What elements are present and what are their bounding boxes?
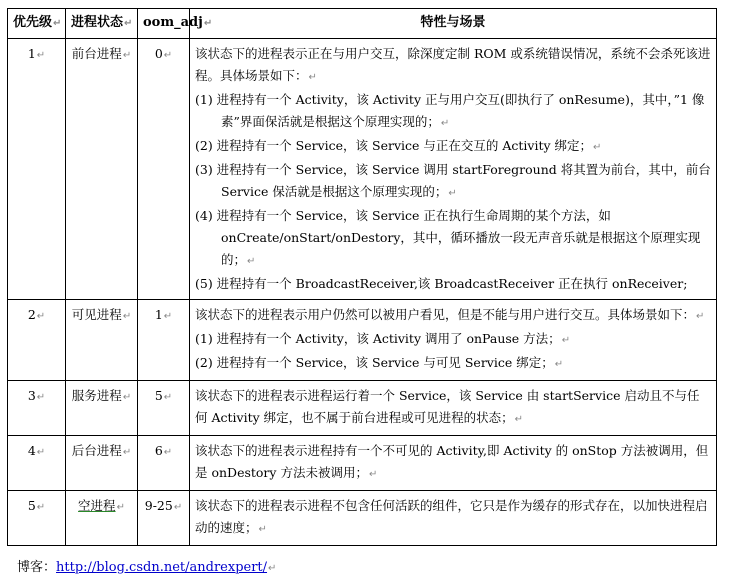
cell-description [190, 39, 717, 300]
header-state: 进程状态↵ [66, 9, 138, 39]
scenario-item: (1) 进程持有一个 Activity，该 Activity 正与用户交互(即执行了 onResume)，其中，”1 像素”界面保活就是根据这个原理实现的；↵ [195, 92, 705, 129]
header-priority: 优先级↵ [8, 9, 66, 39]
cell-state: 前台进程↵ [66, 39, 138, 300]
cell-state: 服务进程↵ [66, 381, 138, 436]
cell-oom-adj: 5↵ [138, 381, 190, 436]
cell-oom-adj: 9-25↵ [138, 491, 190, 546]
cell-priority: 3↵ [8, 381, 66, 436]
table-row [8, 39, 717, 300]
table-row [8, 436, 717, 491]
process-priority-table-wrapper [7, 8, 717, 546]
cell-oom-adj: 1↵ [138, 300, 190, 381]
footer-label: 博客： [17, 560, 57, 575]
table-row [8, 381, 717, 436]
scenario-item: (4) 进程持有一个 Service，该 Service 正在执行生命周期的某个方法，如 onCreate/onStart/onDestory，其中，循环播放一段无声音乐就是根据这个原理实现的；↵ [195, 208, 701, 267]
cell-state: 后台进程↵ [66, 436, 138, 491]
blog-link[interactable]: http://blog.csdn.net/andrexpert/ [56, 560, 268, 575]
cell-priority: 1↵ [8, 39, 66, 300]
description-intro: 该状态下的进程表示正在与用户交互，除深度定制 ROM 或系统错误情况，系统不会杀死该进程。具体场景如下：↵ [195, 46, 711, 83]
cell-description [190, 491, 717, 546]
scenario-item: (5) 进程持有一个 BroadcastReceiver,该 BroadcastReceiver 正在执行 onReceiver; [195, 276, 688, 291]
cell-oom-adj: 6↵ [138, 436, 190, 491]
process-priority-table [7, 8, 717, 546]
header-oom-adj: oom_adj↵ [138, 9, 190, 39]
blog-footer: 博客：http://blog.csdn.net/andrexpert/↵ [17, 560, 277, 575]
scenario-item: (1) 进程持有一个 Activity，该 Activity 调用了 onPause 方法；↵ [195, 331, 571, 346]
description-intro: 该状态下的进程表示用户仍然可以被用户看见，但是不能与用户进行交互。具体场景如下：↵ [195, 307, 705, 322]
table-header-row [8, 9, 717, 39]
cell-priority: 5↵ [8, 491, 66, 546]
table-row [8, 300, 717, 381]
header-description: 特性与场景 [190, 9, 717, 39]
scenario-item: (3) 进程持有一个 Service，该 Service 调用 startForeground 将其置为前台，其中，前台 Service 保活就是根据这个原理实现的；↵ [195, 162, 711, 199]
cell-state: 空进程↵ [66, 491, 138, 546]
cell-oom-adj: 0↵ [138, 39, 190, 300]
scenario-item: (2) 进程持有一个 Service，该 Service 与可见 Service 绑定；↵ [195, 355, 564, 370]
description-intro: 该状态下的进程表示进程持有一个不可见的 Activity,即 Activity 的 onStop 方法被调用，但是 onDestory 方法未被调用；↵ [195, 443, 709, 480]
description-intro: 该状态下的进程表示进程不包含任何活跃的组件，它只是作为缓存的形式存在，以加快进程启动的速度；↵ [195, 498, 708, 535]
cell-description [190, 436, 717, 491]
cell-description [190, 381, 717, 436]
cell-description [190, 300, 717, 381]
cell-priority: 2↵ [8, 300, 66, 381]
table-row [8, 491, 717, 546]
description-intro: 该状态下的进程表示进程运行着一个 Service，该 Service 由 startService 启动且不与任何 Activity 绑定，也不属于前台进程或可见进程的状态；↵ [195, 388, 700, 425]
cell-priority: 4↵ [8, 436, 66, 491]
scenario-item: (2) 进程持有一个 Service，该 Service 与正在交互的 Activity 绑定；↵ [195, 138, 602, 153]
cell-state: 可见进程↵ [66, 300, 138, 381]
